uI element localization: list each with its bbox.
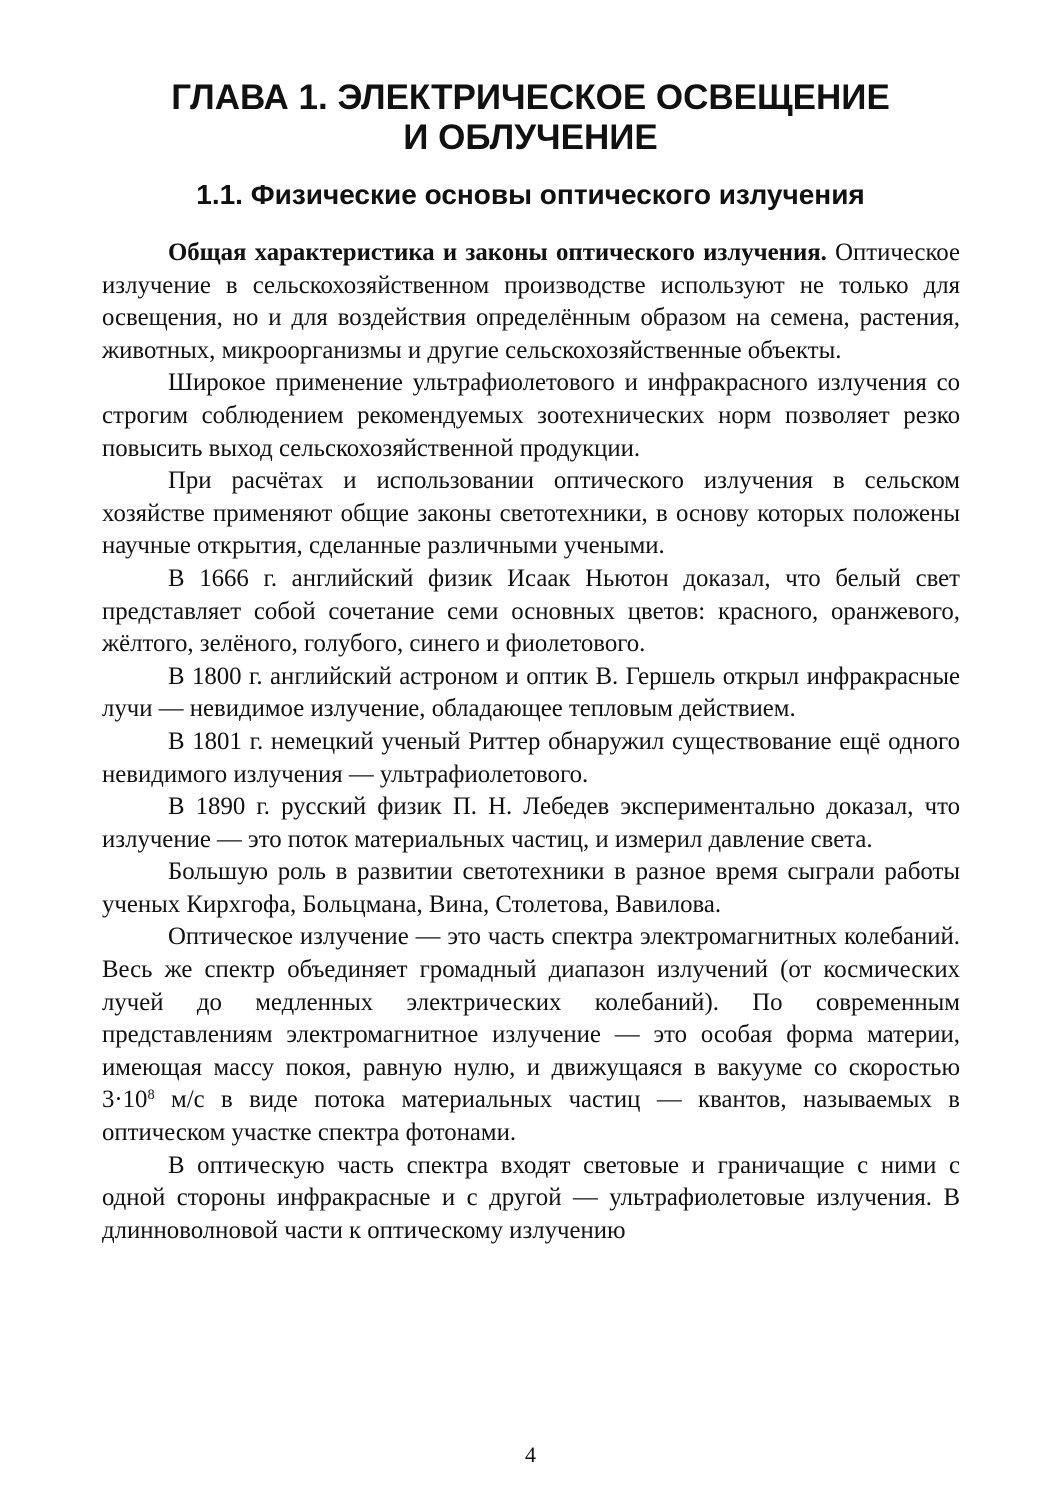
- paragraph-8: Большую роль в развитии светотехники в разное время сыграли работы ученых Кирхгофа, Больцмана, Вина, Столетова, Вавилова.: [102, 858, 960, 918]
- paragraph-9: [102, 921, 960, 1149]
- paragraph-1-lead: Общая характеристика и законы оптического излучения.: [168, 239, 827, 266]
- paragraph-4: В 1666 г. английский физик Исаак Ньютон доказал, что белый свет представляет собой сочетание семи основных цветов: красного, оранжевого, жёлтого, зелёного, голубого, синего и фиолетового.: [102, 564, 960, 658]
- paragraph-5: В 1800 г. английский астроном и оптик В. Гершель открыл инфракрасные лучи — невидимое излучение, обладающее тепловым действием.: [102, 662, 960, 723]
- paragraph-1-text: Оптическое излучение в сельскохозяйственном производстве используют не только для освещения, но и для воздействия определённым образом на семена, растения, животных, микроорганизмы и другие сельскохозяйственные объекты.: [102, 239, 961, 364]
- paragraph-7: В 1890 г. русский физик П. Н. Лебедев экспериментально доказал, что излучение — это поток материальных частиц, и измерил давление света.: [102, 793, 960, 853]
- paragraph-9-before: Оптическое излучение — это часть спектра электромагнитных колебаний. Весь же спектр объединяет громадный диапазон излучений (от космических лучей до медленных электрических колебаний). По современным представлениям электромагнитное излучение — это особая форма материи, имеющая массу покоя, равную нулю, и движущаяся в вакууме со скоростью 3·10: [102, 923, 960, 1114]
- chapter-title-line-1: ГЛАВА 1. ЭЛЕКТРИЧЕСКОЕ ОСВЕЩЕНИЕ: [171, 78, 890, 117]
- paragraph-2: Широкое применение ультрафиолетового и инфракрасного излучения со строгим соблюдением рекомендуемых зоотехнических норм позволяет резко повысить выход сельскохозяйственной продукции.: [102, 369, 960, 462]
- paragraph-10: В оптическую часть спектра входят световые и граничащие с ними с одной стороны инфракрасные и с другой — ультрафиолетовые излучения. В длинноволновой части к оптическому излучению: [102, 1151, 960, 1244]
- exponent: 8: [147, 1087, 155, 1104]
- chapter-title-line-2: И ОБЛУЧЕНИЕ: [403, 118, 658, 157]
- paragraph-6: В 1801 г. немецкий ученый Риттер обнаружил существование ещё одного невидимого излучения — ультрафиолетового.: [102, 727, 960, 788]
- paragraph-1: [102, 237, 960, 367]
- page-number: 4: [525, 1442, 536, 1467]
- chapter-title: [100, 78, 961, 158]
- body-text: [102, 237, 960, 1247]
- paragraph-9-after: м/с в виде потока материальных частиц — квантов, называемых в оптическом участке спектра фотонами.: [102, 1086, 960, 1147]
- section-title: 1.1. Физические основы оптического излучения: [196, 179, 865, 210]
- paragraph-3: При расчётах и использовании оптического излучения в сельском хозяйстве применяют общие законы светотехники, в основу которых положены научные открытия, сделанные различными учеными.: [102, 467, 960, 560]
